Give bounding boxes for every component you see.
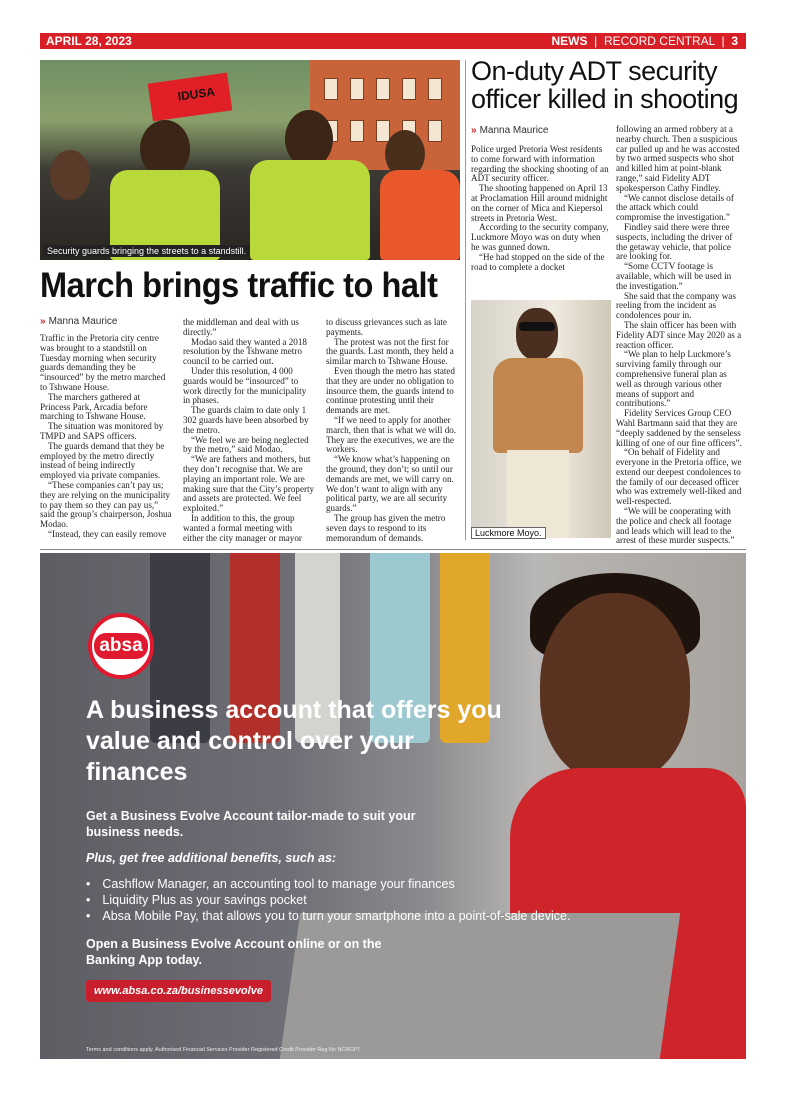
adt-column-2 xyxy=(616,125,744,546)
section-label: NEWS | RECORD CENTRAL | 3 xyxy=(551,34,738,48)
absa-logo-text: absa xyxy=(94,633,147,659)
paragraph: following an armed robbery at a nearby church. Then a suspicious car pulled up and he was accosted by two armed suspects who shot and killed him at point-blank range,” said Fidelity ADT spokesperson Cathy Findley. xyxy=(616,124,740,193)
adt-headline: On-duty ADT security officer killed in shooting xyxy=(471,56,739,114)
paragraph: “We know what’s happening on the ground, they don’t; so until our demands are met, we will carry on. We don’t want to align with any political party, we are all security guards.” xyxy=(326,454,454,514)
paragraph: “We will be cooperating with the police and check all footage and leads which will lead to the arrest of these murder suspects.” xyxy=(616,506,735,546)
paragraph: “On behalf of Fidelity and everyone in the Pretoria office, we extend our deepest condolences to the family of our deceased officer who was extremely well-liked and well-respected. xyxy=(616,447,742,507)
protester-vest xyxy=(380,170,460,260)
paragraph: “We feel we are being neglected by the metro,” said Modao. xyxy=(183,434,309,455)
paragraph: “If we need to apply for another march, then that is what we will do. They are the executives, we are the workers. xyxy=(326,414,457,455)
march-byline xyxy=(40,316,117,327)
paragraph: The slain officer has been with Fidelity ADT since May 2020 as a reaction officer. xyxy=(616,319,742,350)
paragraph: The shooting happened on April 13 at Proclamation Hill around midnight on the corner of Mica and Kiepersol streets in Pretoria West. xyxy=(471,183,608,223)
chevron-right-icon: » xyxy=(40,316,46,327)
portrait-caption: Luckmore Moyo. xyxy=(471,527,546,539)
adt-column-1 xyxy=(471,145,609,272)
paragraph: Even though the metro has stated that they are under no obligation to insource them, the guards intend to continue protesting until their demands are met. xyxy=(326,365,455,416)
portrait-trousers xyxy=(507,450,569,538)
protest-sign xyxy=(148,73,233,122)
paragraph: “He had stopped on the side of the road to complete a docket xyxy=(471,251,605,272)
adt-byline xyxy=(471,125,548,136)
paragraph: According to the security company, Luckmore Moyo was on duty when he was gunned down. xyxy=(471,222,609,252)
woman-face xyxy=(540,593,690,783)
column-divider xyxy=(465,60,466,540)
paragraph: The guards demand that they be employed by the metro directly instead of being indirectly employed via private companies. xyxy=(40,440,165,481)
march-byline-name: Manna Maurice xyxy=(48,316,118,327)
benefit-item: • Liquidity Plus as your savings pocket xyxy=(86,892,570,908)
terms-text: Terms and conditions apply. Authorised Financial Services Provider Registered Credit Provider Reg No NCRCP7 xyxy=(86,1047,361,1053)
benefit-list xyxy=(86,876,570,924)
publication-name: RECORD CENTRAL xyxy=(603,34,715,48)
paragraph: The group has given the metro seven days to respond to its memorandum of demands. xyxy=(326,512,446,543)
march-headline: March brings traffic to halt xyxy=(40,266,438,305)
portrait-sweater xyxy=(493,358,583,453)
paragraph: “Some CCTV footage is available, which will be used in the investigation.” xyxy=(616,261,732,291)
ad-divider xyxy=(40,549,746,550)
paragraph: The marchers gathered at Princess Park, Arcadia before marching to Tshwane House. xyxy=(40,391,148,422)
paragraph: to discuss grievances such as late payments. xyxy=(326,317,447,337)
paragraph: Traffic in the Pretoria city centre was brought to a standstill on Tuesday morning when security guards demanding they be “insourced” by the metro marched to Tshwane House. xyxy=(40,333,166,392)
photo-caption: Security guards bringing the streets to a standstill. xyxy=(43,245,250,257)
paragraph: She said that the company was reeling from the incident as condolences pour in. xyxy=(616,290,736,321)
paragraph: In addition to this, the group wanted a formal meeting with either the city manager or mayor xyxy=(183,512,302,543)
chevron-right-icon: » xyxy=(471,125,477,136)
ad-call-to-action: Open a Business Evolve Account online or on the Banking App today. xyxy=(86,937,382,967)
paragraph: Police urged Pretoria West residents to come forward with information regarding the shocking shooting of an ADT security officer. xyxy=(471,144,609,184)
paragraph: Under this resolution, 4 000 guards would be “insourced” to work directly for the municipality in phases. xyxy=(183,365,307,406)
paragraph: “These companies can’t pay us; they are relying on the municipality to pay them so they can pay us,” said the group’s chairperson, Joshua Modao. xyxy=(40,479,172,530)
benefit-item: • Absa Mobile Pay, that allows you to turn your smartphone into a point-of-sale device. xyxy=(86,908,570,924)
laptop xyxy=(280,913,681,1059)
protester-vest xyxy=(250,160,370,260)
protest-sign-text: IDUSA xyxy=(176,84,216,104)
absa-advert xyxy=(40,553,746,1059)
paragraph: Fidelity Services Group CEO Wahl Bartmann said that they are “deeply saddened by the senseless killing of one of our fine officers”. xyxy=(616,408,742,448)
page-header-bar xyxy=(40,33,746,49)
paragraph: The protest was not the first for the guards. Last month, they held a similar march to Tshwane House. xyxy=(326,336,454,367)
paragraph: “We cannot disclose details of the attack which could compromise the investigation.” xyxy=(616,192,734,223)
paragraph: The guards claim to date only 1 302 guards have been absorbed by the metro. xyxy=(183,405,309,435)
paragraph: the middleman and deal with us directly.” xyxy=(183,317,299,337)
portrait-photo xyxy=(471,300,611,538)
paragraph: Modao said they wanted a 2018 resolution by the Tshwane metro council to be carried out. xyxy=(183,336,307,367)
protest-photo xyxy=(40,60,460,260)
portrait-head xyxy=(516,308,558,360)
paragraph: The situation was monitored by TMPD and SAPS officers. xyxy=(40,421,164,441)
page-number: 3 xyxy=(731,34,738,48)
absa-logo xyxy=(88,613,154,679)
ad-headline: A business account that offers you value and control over your finances xyxy=(86,696,502,786)
adt-byline-name: Manna Maurice xyxy=(479,125,549,136)
ad-subhead: Get a Business Evolve Account tailor-made to suit your business needs. xyxy=(86,809,416,839)
paragraph: “We are fathers and mothers, but they don’t recognise that. We are playing an important role. We are making sure that the City’s property and assets are protected. We feel exploited.” xyxy=(183,454,315,514)
ad-benefits-intro: Plus, get free additional benefits, such as: xyxy=(86,851,337,865)
paragraph: “We plan to help Luckmore’s surviving family through our comprehensive funeral plan as well as through various other means of support and contributions.” xyxy=(616,349,731,409)
paragraph: “Instead, they can easily remove xyxy=(48,528,167,539)
section-name: NEWS xyxy=(551,34,588,48)
march-column-1 xyxy=(40,334,172,540)
protester-head xyxy=(50,150,90,200)
sunglasses xyxy=(519,322,555,331)
march-column-2 xyxy=(183,318,315,543)
march-column-3 xyxy=(326,318,460,543)
ad-url-link[interactable]: www.absa.co.za/businessevolve xyxy=(86,980,271,1002)
paragraph: Findley said there were three suspects, including the driver of the getaway vehicle, that police are looking for. xyxy=(616,221,733,262)
benefit-item: • Cashflow Manager, an accounting tool to manage your finances xyxy=(86,876,570,892)
issue-date: APRIL 28, 2023 xyxy=(46,34,132,48)
